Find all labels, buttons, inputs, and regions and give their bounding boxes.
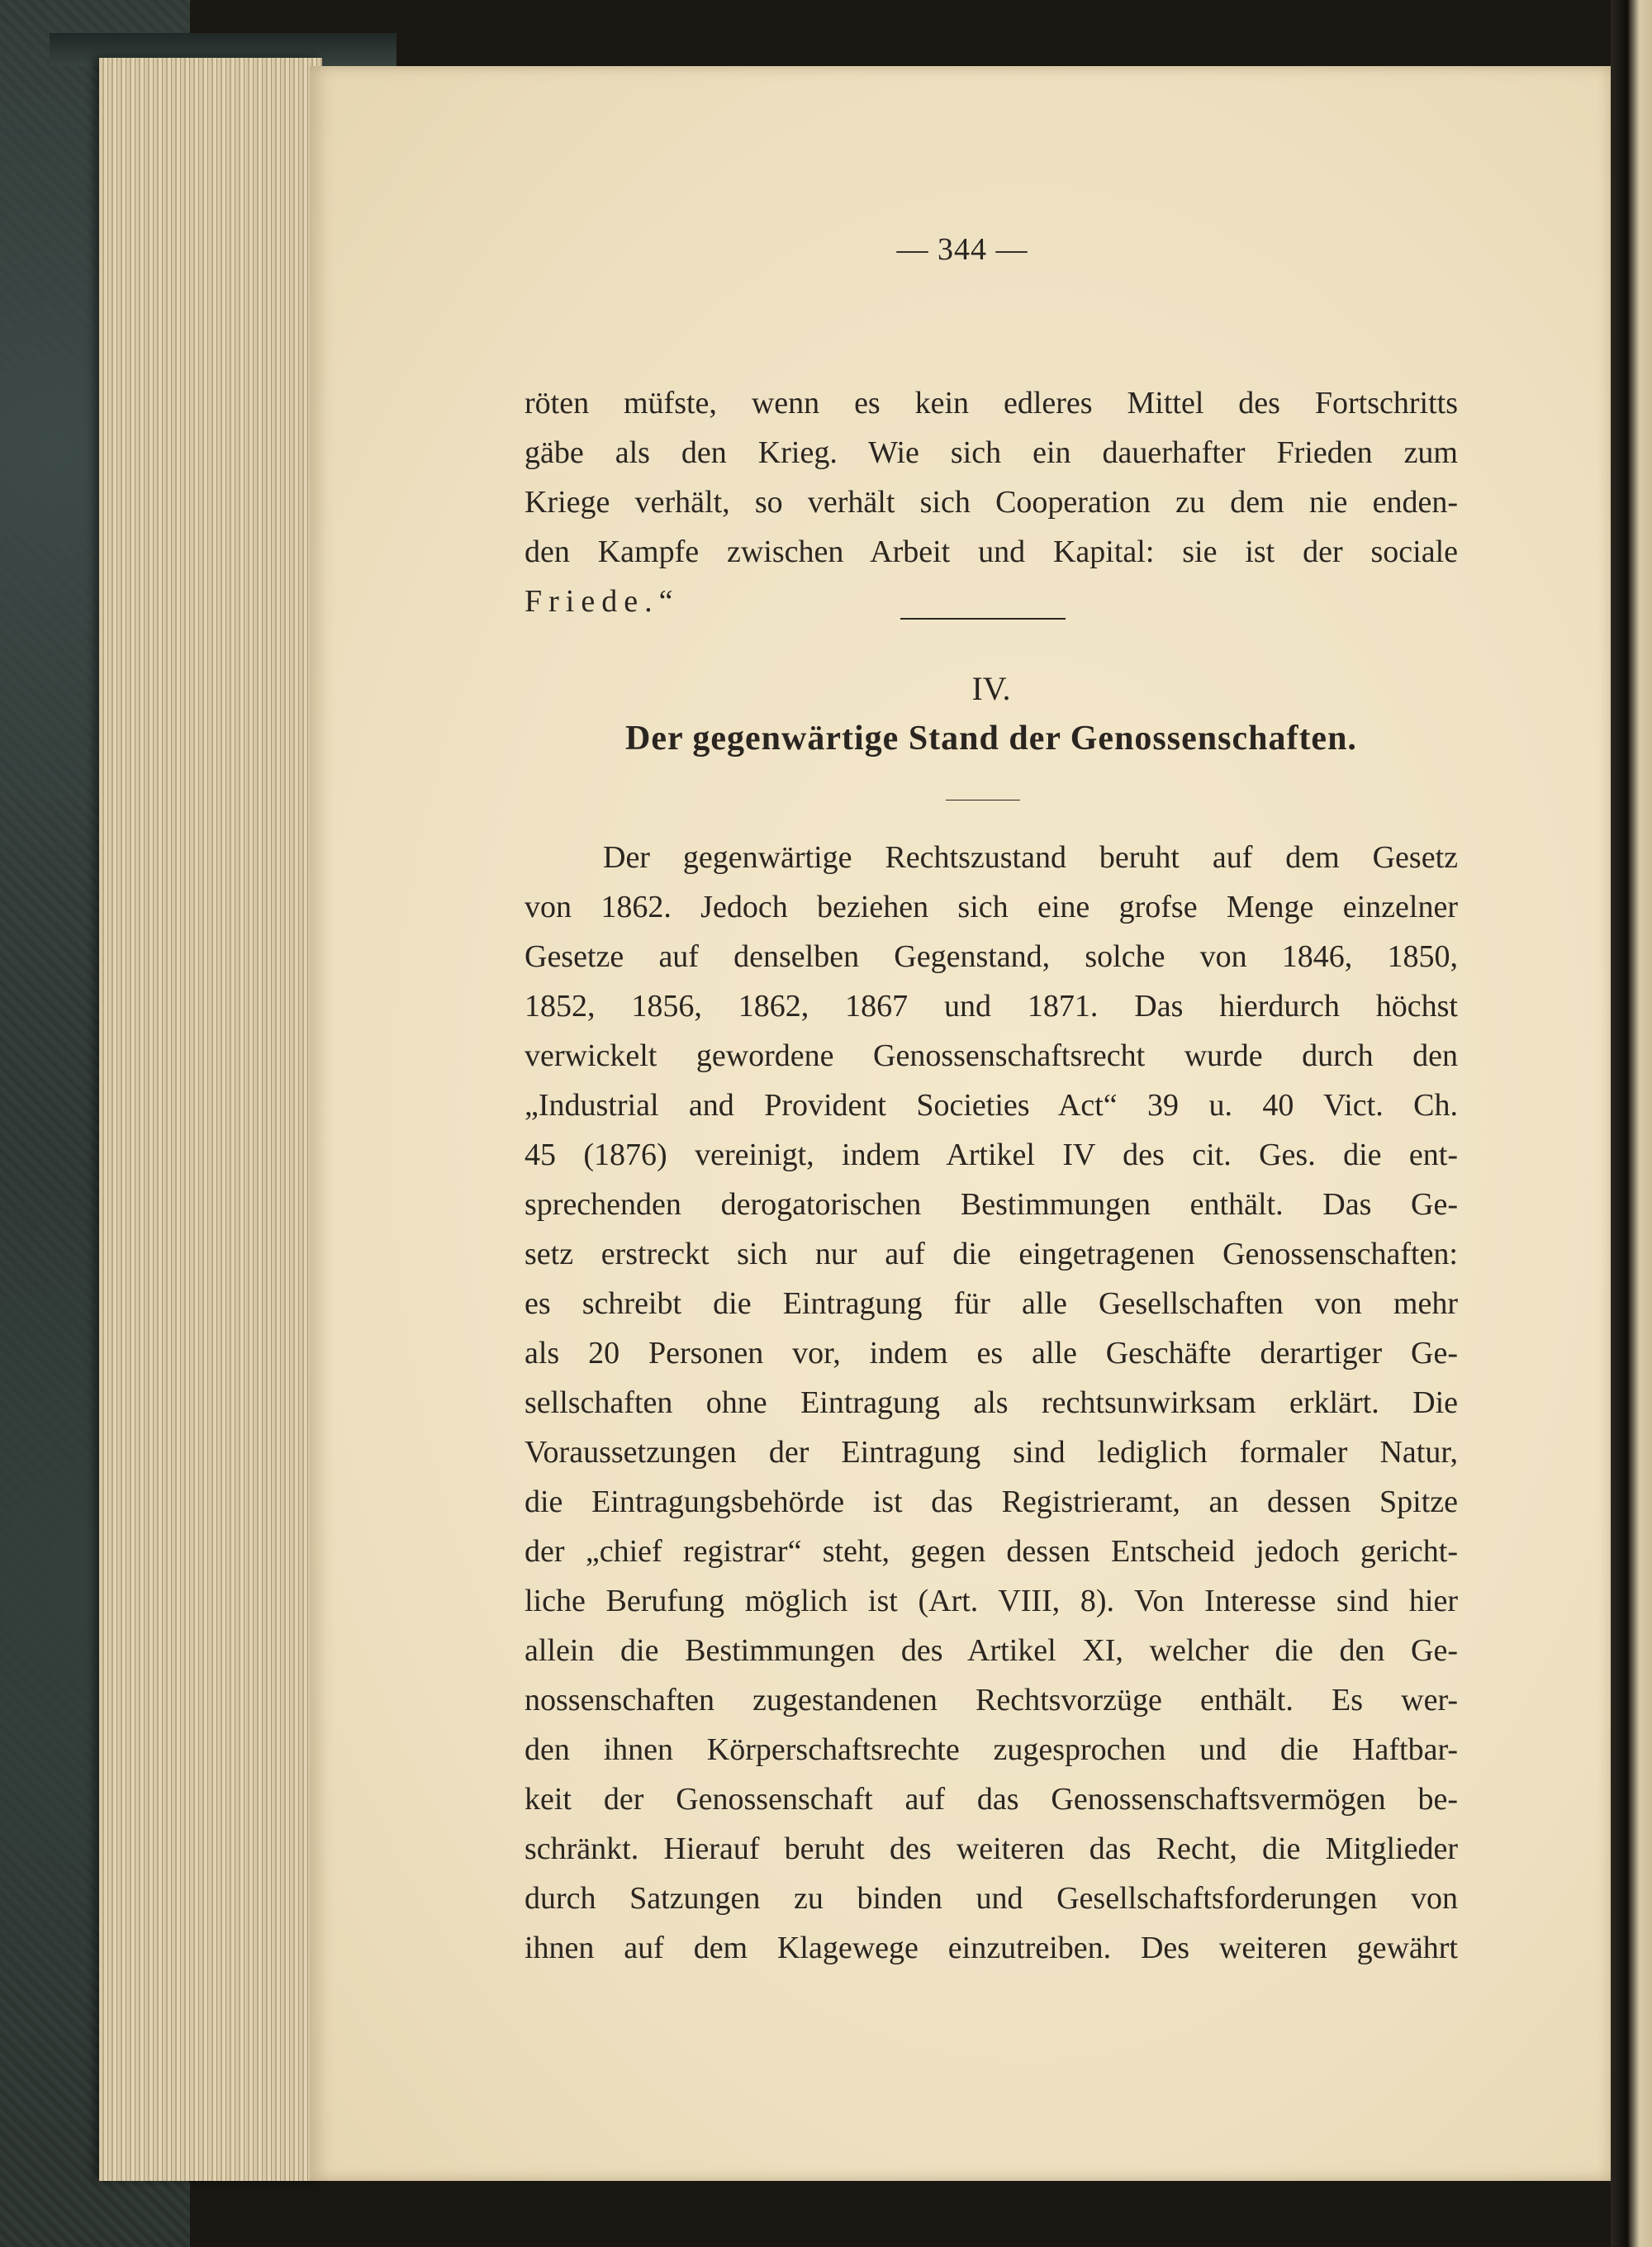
- body-line: 1852, 1856, 1862, 1867 und 1871. Das hierdurch höchst: [525, 989, 1458, 1024]
- body-line: Voraussetzungen der Eintragung sind lediglich formaler Natur,: [525, 1435, 1458, 1470]
- body-line: Gesetze auf denselben Gegenstand, solche von 1846, 1850,: [525, 939, 1458, 974]
- intro-line: Kriege verhält, so verhält sich Cooperation zu dem nie enden-: [525, 485, 1458, 520]
- body-line: der „chief registrar“ steht, gegen dessen Entscheid jedoch gericht-: [525, 1534, 1458, 1569]
- body-line: als 20 Personen vor, indem es alle Geschäfte derartiger Ge-: [525, 1336, 1458, 1371]
- body-line: liche Berufung möglich ist (Art. VIII, 8). Von Interesse sind hier: [525, 1584, 1458, 1618]
- body-line: den ihnen Körperschaftsrechte zugesprochen und die Haftbar-: [525, 1732, 1458, 1767]
- body-line: allein die Bestimmungen des Artikel XI, welcher die den Ge-: [525, 1633, 1458, 1668]
- body-line: durch Satzungen zu binden und Gesellschaftsforderungen von: [525, 1881, 1458, 1916]
- body-line: die Eintragungsbehörde ist das Registrieramt, an dessen Spitze: [525, 1485, 1458, 1519]
- body-line: 45 (1876) vereinigt, indem Artikel IV des cit. Ges. die ent-: [525, 1138, 1458, 1172]
- intro-line: Friede.“: [525, 584, 680, 619]
- intro-line: röten müfste, wenn es kein edleres Mittel des Fortschritts: [525, 386, 1458, 420]
- intro-line: gäbe als den Krieg. Wie sich ein dauerhafter Frieden zum: [525, 435, 1458, 470]
- body-line: „Industrial and Provident Societies Act“ 39 u. 40 Vict. Ch.: [525, 1088, 1458, 1123]
- body-line: von 1862. Jedoch beziehen sich eine grofse Menge einzelner: [525, 890, 1458, 924]
- intro-line: den Kampfe zwischen Arbeit und Kapital: sie ist der sociale: [525, 534, 1458, 569]
- intro-paragraph: [525, 378, 1458, 626]
- body-line: schränkt. Hierauf beruht des weiteren das Recht, die Mitglieder: [525, 1831, 1458, 1866]
- book-gutter: [1611, 0, 1652, 2247]
- divider-rule: [900, 618, 1066, 620]
- body-line: sprechenden derogatorischen Bestimmungen enthält. Das Ge-: [525, 1187, 1458, 1222]
- body-line: setz erstreckt sich nur auf die eingetragenen Genossenschaften:: [525, 1237, 1458, 1271]
- body-line: nossenschaften zugestandenen Rechtsvorzüge enthält. Es wer-: [525, 1683, 1458, 1717]
- body-line: keit der Genossenschaft auf das Genossenschaftsvermögen be-: [525, 1782, 1458, 1817]
- body-line: sellschaften ohne Eintragung als rechtsunwirksam erklärt. Die: [525, 1385, 1458, 1420]
- section-numeral: IV.: [971, 670, 1011, 707]
- page-number: — 344 —: [896, 232, 1028, 267]
- body-paragraph: [525, 833, 1458, 1973]
- body-line: ihnen auf dem Klagewege einzutreiben. Des weiteren gewährt: [525, 1931, 1458, 1965]
- page-edges: [99, 58, 322, 2181]
- body-line: es schreibt die Eintragung für alle Gesellschaften von mehr: [525, 1286, 1458, 1321]
- body-line: verwickelt gewordene Genossenschaftsrecht wurde durch den: [525, 1038, 1458, 1073]
- section-title: Der gegenwärtige Stand der Genossenschaften.: [625, 720, 1357, 758]
- body-line: Der gegenwärtige Rechtszustand beruht auf dem Gesetz: [603, 840, 1458, 875]
- book-page: [310, 66, 1611, 2181]
